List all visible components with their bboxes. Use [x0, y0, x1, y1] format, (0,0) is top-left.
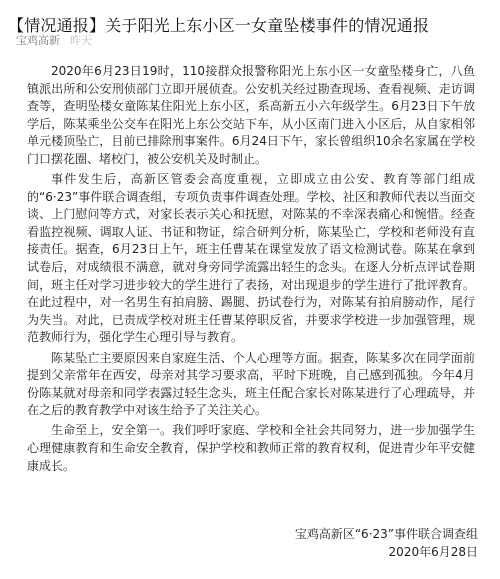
post-title: 【情况通报】关于阳光上东小区一女童坠楼事件的情况通报 — [8, 15, 430, 35]
notice-paragraph-1: 2020年6月23日19时，110接群众报警称阳光上东小区一女童坠楼身亡，八鱼镇派出所和公安刑侦部门立即开展侦查。公安机关经过勘查现场、查看视频、走访调查等，查明坠楼女童陈某住阳光上东小区，系高新五小六年级学生。6月23日下午放学后，陈某乘坐公交车在阳光上东公交站下车，从小区南门进入小区后，从自家相邻单元楼顶坠亡，目前已排除刑事案件。6月24日下午，家长曾组织10余名家属在学校门口摆花圈、堵校门，被公安机关及时制止。 — [27, 64, 475, 166]
author-name[interactable]: 宝鸡高新 — [16, 34, 60, 47]
notice-signature — [295, 525, 478, 561]
notice-body — [27, 63, 475, 478]
publish-time: 昨天 — [70, 34, 92, 47]
signature-organization: 宝鸡高新区“6·23”事件联合调查组 — [294, 527, 478, 541]
notice-paragraph-4: 生命至上，安全第一。我们呼吁家庭、学校和全社会共同努力，进一步加强学生心理健康教育和生命安全教育，保护学校和教师正常的教育权利，促进青少年平安健康成长。 — [27, 423, 475, 473]
post-meta — [16, 34, 92, 48]
notice-paragraph-3: 陈某坠亡主要原因来自家庭生活、个人心理等方面。据查，陈某多次在同学面前提到父亲常年在西安，母亲对其学习要求高，平时下班晚，自己感到孤独。今年4月份陈某就对母亲和同学表露过轻生念头，班主任配合家长对陈某进行了心理疏导，并在之后的教育教学中对该生给予了关注关心。 — [27, 350, 475, 418]
signature-date: 2020年6月28日 — [388, 545, 478, 559]
notice-paragraph-2: 事件发生后，高新区管委会高度重视，立即成立由公安、教育等部门组成的“6·23”事件联合调查组，专项负责事件调查处理。学校、社区和教师代表以当面交谈、上门慰问等方式，对家长表示关心和抚慰，对陈某的不幸深表痛心和惋惜。经查看监控视频、调取人证、书证和物证，综合研判分析，陈某坠亡，学校和老师没有直接责任。据查，6月23日上午，班主任曹某在课堂发放了语文检测试卷。陈某在拿到试卷后，对成绩很不满意，就对身旁同学流露出轻生的念头。在逐人分析点评试卷期间，班主任对学习进步较大的学生进行了表扬，对出现退步的学生进行了批评教育。在此过程中，对一名男生有拍肩膀、踢腿、扔试卷行为，对陈某有拍肩膀动作，尾行为失当。对此，已责成学校对班主任曹某停职反省，并要求学校进一步加强管理，规范教师行为，强化学生心理引导与教育。 — [27, 172, 475, 345]
